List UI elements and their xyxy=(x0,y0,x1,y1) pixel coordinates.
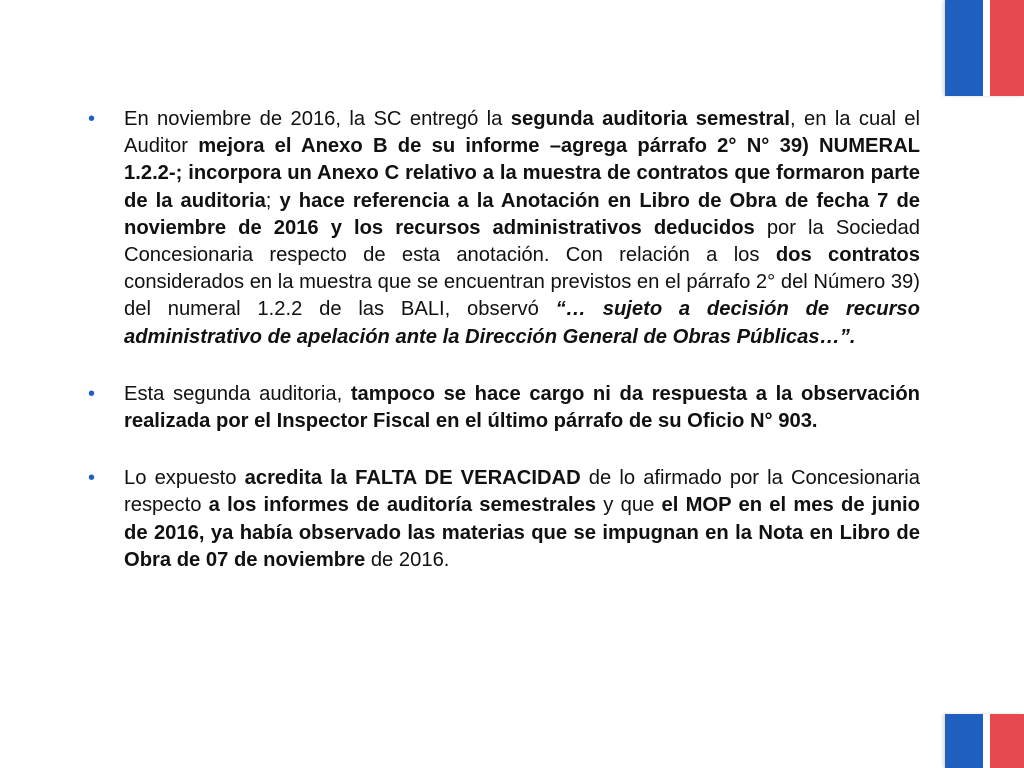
text-segment: tampoco se hace cargo ni da respuesta a la observación realizada por el Inspector Fiscal en el último párrafo de su Oficio N° 903. xyxy=(124,382,920,433)
bullet-item xyxy=(88,106,920,351)
text-segment: mejora el Anexo B de su informe –agrega párrafo 2° N° 39) NUMERAL 1.2.2-; incorpora un Anexo C relativo a la muestra de contratos que formaron parte de la auditoria xyxy=(124,135,920,212)
flag-red-stripe xyxy=(990,0,1024,96)
text-segment: considerados en la muestra que se encuentran previstos en el párrafo 2° del Número 39) del numeral 1.2.2 de las BALI, observó xyxy=(124,271,920,321)
bullet-paragraph xyxy=(124,381,920,435)
text-segment: de lo afirmado por la Concesionaria respecto xyxy=(124,467,921,517)
slide-body xyxy=(88,106,920,604)
bullet-paragraph xyxy=(124,106,920,351)
text-segment: Lo expuesto xyxy=(124,467,245,490)
text-segment: acredita la FALTA DE VERACIDAD xyxy=(244,467,581,490)
text-segment: y que xyxy=(596,494,662,517)
text-segment: segunda auditoria semestral xyxy=(510,108,791,130)
flag-decoration-top xyxy=(945,0,1024,96)
flag-white-stripe xyxy=(983,714,990,768)
bullet-paragraph xyxy=(124,465,920,574)
text-segment: de 2016. xyxy=(365,548,450,571)
text-segment: y hace referencia a la Anotación en Libro de Obra de fecha 7 de noviembre de 2016 y los recursos administrativos deducidos xyxy=(124,189,920,239)
flag-white-stripe xyxy=(983,0,990,96)
flag-red-stripe xyxy=(990,714,1024,768)
text-segment: , en la cual el Auditor xyxy=(124,108,921,158)
bullet-marker: • xyxy=(88,382,96,405)
bullet-item xyxy=(88,465,920,574)
flag-decoration-bottom xyxy=(945,714,1024,768)
text-segment: por la Sociedad Concesionaria respecto de esta anotación. Con relación a los xyxy=(124,216,920,267)
text-segment: “… sujeto a decisión de recurso administrativo de apelación ante la Dirección General de Obras Públicas…”. xyxy=(124,298,920,348)
text-segment: Esta segunda auditoria, xyxy=(124,382,351,405)
bullet-marker: • xyxy=(88,467,96,490)
bullet-marker: • xyxy=(88,108,96,130)
bullet-item xyxy=(88,381,920,435)
text-segment: En noviembre de 2016, la SC entregó la xyxy=(124,108,511,130)
flag-blue-stripe xyxy=(945,714,983,768)
text-segment: a los informes de auditoría semestrales xyxy=(208,494,597,517)
flag-blue-stripe xyxy=(945,0,983,96)
text-segment: el MOP en el mes de junio de 2016, ya había observado las materias que se impugnan en la Nota en Libro de Obra de 07 de noviembre xyxy=(124,494,920,571)
text-segment: ; xyxy=(265,189,280,212)
text-segment: dos contratos xyxy=(775,244,920,267)
